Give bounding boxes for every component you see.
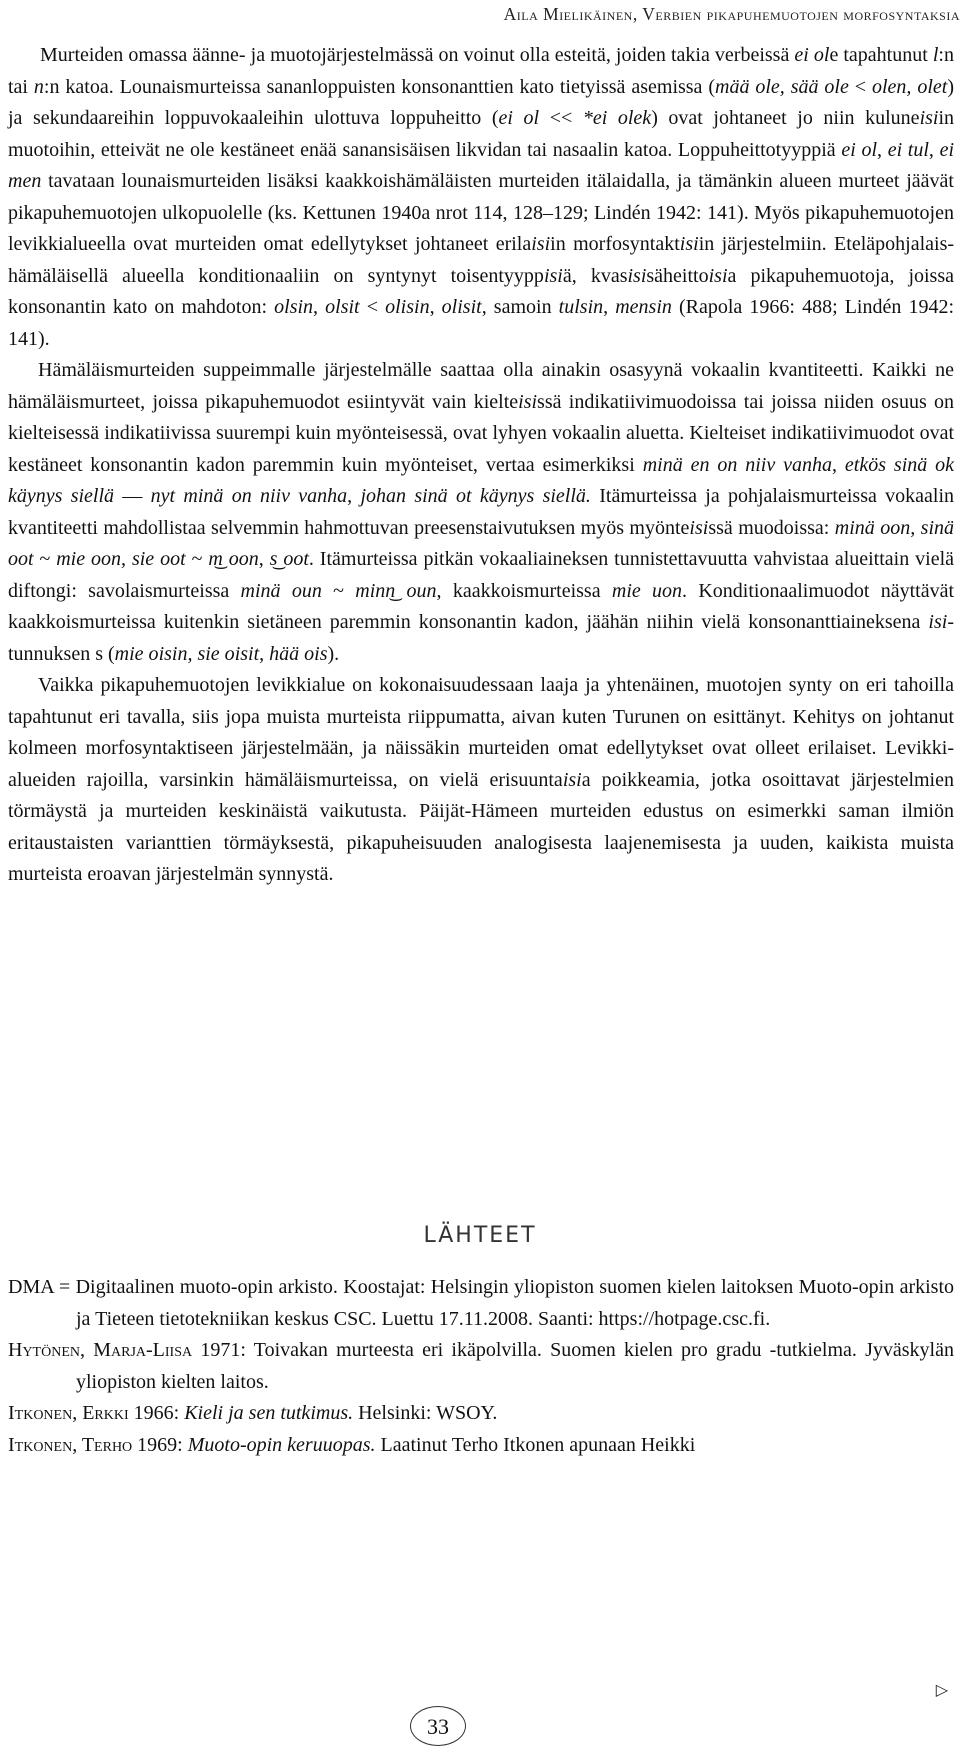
reference-author: Itkonen, Erkki — [8, 1402, 129, 1424]
reference-text: 1971: Toivakan murteesta eri ikäpolvilla. Suomen kielen pro gradu -tutkielma. Jyväskylän yliopiston kielten laitos. — [76, 1339, 954, 1393]
reference-item — [8, 1335, 954, 1398]
reference-author: DMA — [8, 1276, 54, 1298]
reference-item — [8, 1430, 954, 1462]
reference-text: 1969: — [132, 1433, 188, 1456]
section-title: LÄHTEET — [423, 1223, 537, 1249]
paragraph-1: Murteiden omassa äänne- ja muotojärjestelmässä on voinut olla esteitä, joiden takia verbeissä ei ole tapahtunut l:n tai n:n katoa. Lounaismurteissa sananloppuisten konsonanttien kato tietyissä asemissa (mää ole, sää ole < olen, olet) ja sekundaareihin loppuvokaaleihin ulottuva loppuheitto (ei ol << *ei olek) ovat johtaneet jo niin kuluneisiin muotoihin, etteivät ne ole kestäneet enää sanansisäisen likvidan tai nasaalin katoa. Loppuheittotyyppiä ei ol, ei tul, ei men tavataan lounaismurteiden lisäksi kaakkoishämäläisten murteiden itälaidalla, ja tämänkin alueen murteet jäävät pikapuhemuotojen ulkopuolelle (ks. Kettunen 1940a nrot 114, 128–129; Lindén 1942: 141). Myös pikapuhemuotojen levikkialueella ovat murteiden omat edellytykset johtaneet erilaisiin morfosyntaktisiin järjestelmiin. Eteläpohjalais-hämäläisellä alueella konditionaaliin on syntynyt toisentyyppisiä, kvasisisäheittoisia pikapuhemuotoja, joissa konsonantin kato on mahdoton: olsin, olsit < olisin, olisit, samoin tulsin, mensin (Rapola 1966: 488; Lindén 1942: 141). — [8, 44, 955, 350]
paragraph-2: Hämäläismurteiden suppeimmalle järjestelmälle saattaa olla ainakin osasyynä vokaalin kvantiteetti. Kaikki ne hämäläismurteet, joissa pikapuhemuodot esiintyvät vain kielteisissä indikatiivimuodoissa tai joissa niiden osuus on kielteisessä indikatiivissa suurempi kuin myönteisessä, ovat lyhyen vokaalin aluetta. Kielteiset indikatiivimuodot ovat kestäneet konsonantin kadon paremmin kuin myönteiset, vertaa esimerkiksi minä en on niiv vanha, etkös sinä ok käynys siellä — nyt minä on niiv vanha, johan sinä ot käynys siellä. Itämurteissa ja pohjalaismurteissa vokaalin kvantiteetti mahdollistaa selvemmin hahmottuvan preesenstaivutuksen myös myönteisissä muodoissa: minä oon, sinä oot ~ mie oon, sie oot ~ m͜ oon, s͜ oot. Itämurteissa pitkän vokaaliaineksen tunnistettavuutta vahvistaa alueittain vielä diftongi: savolaismurteissa minä oun ~ minn͜ oun, kaakkoismurteissa mie uon. Konditionaalimuodot näyttävät kaakkoismurteissa kuitenkin sietäneen paremmin konsonantin kadon, jäähän niihin vielä konsonanttiaineksena isi-tunnuksen s (mie oisin, sie oisit, hää ois). — [8, 359, 955, 665]
reference-title: Kieli ja sen tutkimus. — [184, 1402, 354, 1424]
reference-author: Hytönen, Marja-Liisa — [8, 1339, 193, 1361]
reference-text: Helsinki: WSOY. — [353, 1402, 498, 1424]
running-head: Aila Mielikäinen, Verbien pikapuhemuotojen morfosyntaksia — [503, 4, 960, 24]
paragraph-3: Vaikka pikapuhemuotojen levikkialue on kokonaisuudessaan laaja ja yhtenäinen, muotojen synty on eri tahoilla tapahtunut eri tavalla, siis jopa muista murteista riippumatta, aivan kuten Turunen on esittänyt. Kehitys on johtanut kolmeen morfosyntaktiseen järjestelmään, ja näissäkin murteiden omat edellytykset ovat olleet erilaiset. Levikkialueiden rajoilla, varsinkin hämäläismurteissa, on vielä erisuuntaisia poikkeamia, jotka osoittavat järjestelmien törmäystä ja murteiden keskinäistä vaikutusta. Päijät-Hämeen murteiden edustus on esimerkki saman ilmiön eritaustaisten varianttien törmäyksestä, pikapuheisuuden analogisesta laajenemisesta ja uuden, kaikista muista murteista eroavan järjestelmän synnystä. — [8, 674, 954, 885]
reference-text: Laatinut Terho Itkonen apunaan Heikki — [375, 1433, 696, 1456]
body-text — [8, 40, 954, 891]
reference-item — [8, 1272, 954, 1335]
reference-text: 1966: — [128, 1402, 185, 1424]
page-number: 33 — [410, 1706, 466, 1746]
reference-text: = Digitaalinen muoto-opin arkisto. Koostajat: Helsingin yliopiston suomen kielen laitoksen Muoto-opin arkisto ja Tieteen tietotekniikan keskus CSC. Luettu 17.11.2008. Saanti: https://hotpage.csc.fi. — [53, 1276, 954, 1330]
reference-list — [8, 1272, 954, 1461]
reference-title: Muoto-opin keruuopas. — [187, 1433, 376, 1456]
reference-author: Itkonen, Terho — [8, 1433, 133, 1456]
reference-item — [8, 1398, 954, 1430]
continue-arrow-icon: ▷ — [935, 1680, 948, 1699]
